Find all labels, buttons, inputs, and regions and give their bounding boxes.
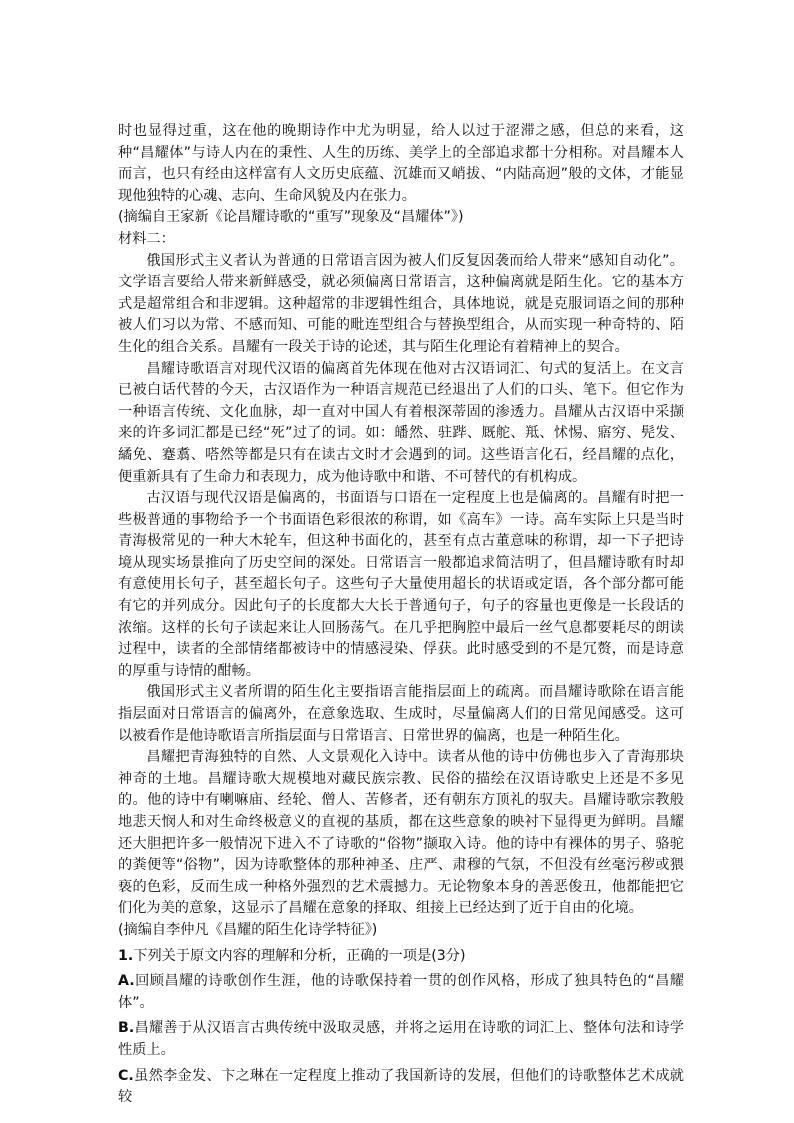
source-citation-1: (摘编自王家新《论昌耀诗歌的“重写”现象及“昌耀体”》) xyxy=(118,209,464,226)
question-1-number: 1. xyxy=(118,947,134,964)
body-paragraph-4: 俄国形式主义者所谓的陌生化主要指语言能指层面上的疏离。而昌耀诗歌除在语言能指层面对日常语言的偏离外，在意象选取、生成时，尽量偏离人们的日常见闻感受。这可以被看作是他诗歌语言所指层面与日常语言、日常世界的偏离，也是一种陌生化。 xyxy=(118,684,684,744)
option-c-text: 虽然李金发、卞之琳在一定程度上推动了我国新诗的发展，但他们的诗歌整体艺术成就较 xyxy=(118,1067,684,1106)
source-citation-2: (摘编自李仲凡《昌耀的陌生化诗学特征》) xyxy=(118,921,378,938)
document-body xyxy=(118,121,684,1109)
body-paragraph-5: 昌耀把青海独特的自然、人文景观化入诗中。读者从他的诗中仿佛也步入了青海那块神奇的土地。昌耀诗歌大规模地对藏民族宗教、民俗的描绘在汉语诗歌史上还是不多见的。他的诗中有喇嘛庙、经轮、僧人、苦修者，还有朝东方顶礼的驭夫。昌耀诗歌宗教般地悲天悯人和对生命终极意义的直视的基质，都在这些意象的映衬下显得更为鲜明。昌耀还大胆把许多一般情况下进入不了诗歌的“俗物”撷取入诗。他的诗中有裸体的男子、骆驼的粪便等“俗物”，因为诗歌整体的那种神圣、庄严、肃穆的气氛，不但没有丝毫污秽或猥亵的色彩，反而生成一种格外强烈的艺术震撼力。无论物象本身的善恶俊丑，他都能把它们化为美的意象，这显示了昌耀在意象的择取、组接上已经达到了近于自由的化境。 xyxy=(118,749,684,917)
option-a-letter: A. xyxy=(118,973,135,990)
question-1-option-c xyxy=(118,1066,684,1109)
question-1-option-a xyxy=(118,971,684,1014)
option-a-text: 回顾昌耀的诗歌创作生涯，他的诗歌保持着一贯的创作风格，形成了独具特色的“昌耀体”。 xyxy=(118,973,684,1011)
body-paragraph-3: 古汉语与现代汉语是偏离的，书面语与口语在一定程度上也是偏离的。昌耀有时把一些极普通的事物给予一个书面语色彩很浓的称谓，如《高车》一诗。高车实际上只是当时青海极常见的一种大木轮车，但这种书面化的，甚至有点古董意味的称谓，却一下子把诗境从现实场景推向了历史空间的深处。日常语言一般都追求简洁明了，但昌耀诗歌有时却有意使用长句子，甚至超长句子。这些句子大量使用超长的状语或定语，各个部分都可能有它的并列成分。因此句子的长度都大大长于普通句子，句子的容量也更像是一长段话的浓缩。这样的长句子读起来让人回肠荡气。在几乎把胸腔中最后一丝气息都要耗尽的朗读过程中，读者的全部情绪都被诗中的情感浸染、俘获。此时感受到的不是冗赘，而是诗意的厚重与诗情的酣畅。 xyxy=(118,490,684,679)
question-1-stem xyxy=(118,946,684,968)
question-1-option-b xyxy=(118,1018,684,1061)
question-1-text: 下列关于原文内容的理解和分析，正确的一项是(3分) xyxy=(133,947,466,964)
body-paragraph-1: 俄国形式主义者认为普通的日常语言因为被人们反复因袭而给人带来“感知自动化”。文学语言要给人带来新鲜感受，就必须偏离日常语言，这种偏离就是陌生化。它的基本方式是超常组合和非逻辑。这种超常的非逻辑性组合，具体地说，就是克服词语之间的那种被人们习以为常、不感而知、可能的毗连型组合与替换型组合，从而实现一种奇特的、陌生化的组合关系。昌耀有一段关于诗的论述，其与陌生化理论有着精神上的契合。 xyxy=(118,252,684,355)
option-b-letter: B. xyxy=(118,1020,135,1037)
option-c-letter: C. xyxy=(118,1067,134,1084)
intro-paragraph: 时也显得过重，这在他的晚期诗作中尤为明显，给人以过于涩滞之感，但总的来看，这种“昌耀体”与诗人内在的秉性、人生的历练、美学上的全部追求都十分相称。对昌耀本人而言，也只有经由这样富有人文历史底蕴、沉雄而又峭拔、“内陆高迥”般的文体，才能显现他独特的心魂、志向、生命风貌及内在张力。 xyxy=(118,123,684,204)
material-2-label: 材料二： xyxy=(118,230,175,247)
body-paragraph-2: 昌耀诗歌语言对现代汉语的偏离首先体现在他对古汉语词汇、句式的复活上。在文言已被白话代替的今天，古汉语作为一种语言规范已经退出了人们的口头、笔下。但它作为一种语言传统、文化血脉，却一直对中国人有着根深蒂固的渗透力。昌耀从古汉语中采撷来的许多词汇都是已经“死”过了的词。如：皤然、驻跸、厩舵、羝、怵惕、寤穷、髡发、繘免、蹇翥、嗒然等都是只有在读古文时才会遇到的词。这些语言化石，经昌耀的点化，便重新具有了生命力和表现力，成为他诗歌中和谐、不可替代的有机构成。 xyxy=(118,360,684,485)
option-b-text: 昌耀善于从汉语言古典传统中汲取灵感，并将之运用在诗歌的词汇上、整体句法和诗学性质上。 xyxy=(118,1020,684,1058)
